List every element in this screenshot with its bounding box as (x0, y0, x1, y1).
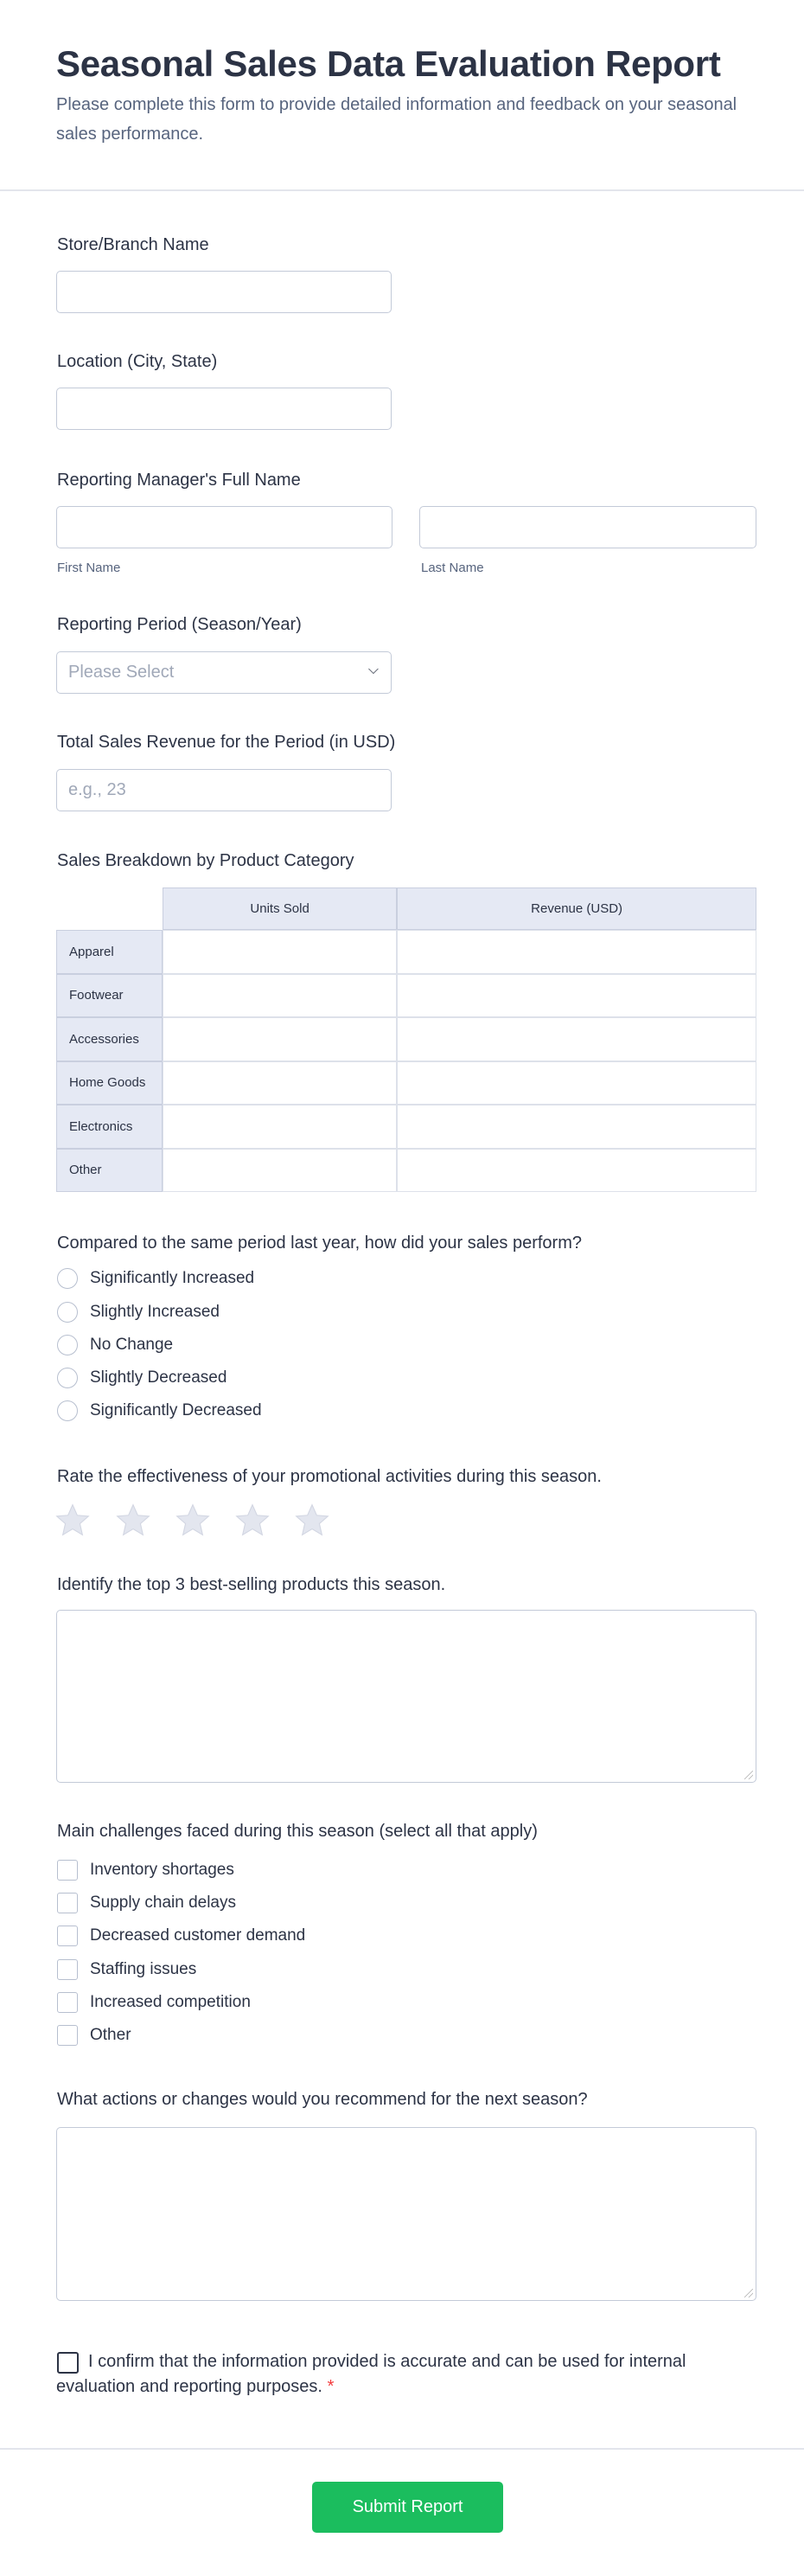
checkbox[interactable] (57, 2025, 78, 2046)
revenue-cell[interactable] (397, 1149, 756, 1193)
comparison-label: Compared to the same period last year, how did your sales perform? (57, 1234, 582, 1253)
units-cell[interactable] (163, 930, 397, 974)
checkbox-option[interactable] (57, 1992, 251, 2013)
page-title: Seasonal Sales Data Evaluation Report (56, 43, 721, 84)
rating-label: Rate the effectiveness of your promotional activities during this season. (57, 1467, 602, 1486)
table-row (56, 930, 756, 974)
radio-button[interactable] (57, 1302, 78, 1323)
table-row (56, 1061, 756, 1105)
checkbox-option[interactable] (57, 1959, 196, 1980)
column-header: Revenue (USD) (397, 888, 756, 930)
challenges-label: Main challenges faced during this season (select all that apply) (57, 1822, 538, 1841)
revenue-cell[interactable] (397, 930, 756, 974)
table-row (56, 1105, 756, 1149)
revenue-cell[interactable] (397, 974, 756, 1018)
row-header: Home Goods (56, 1061, 163, 1105)
option-label: Slightly Increased (90, 1303, 220, 1321)
option-label: Inventory shortages (90, 1861, 234, 1879)
star-icon[interactable] (233, 1502, 271, 1540)
checkbox-option[interactable] (57, 1926, 305, 1946)
first-name-sublabel: First Name (57, 561, 121, 575)
star-icon[interactable] (174, 1502, 212, 1540)
breakdown-label: Sales Breakdown by Product Category (57, 851, 354, 870)
radio-button[interactable] (57, 1400, 78, 1421)
chevron-down-icon: ⌵ (367, 663, 379, 677)
option-label: No Change (90, 1336, 174, 1354)
period-label: Reporting Period (Season/Year) (57, 615, 302, 634)
resize-handle-icon[interactable] (744, 1771, 753, 1779)
checkbox-option[interactable] (57, 1893, 236, 1913)
radio-option[interactable] (57, 1268, 254, 1289)
confirm-text: I confirm that the information provided is accurate and can be used for internal evaluation and reporting purposes. (56, 2352, 686, 2396)
units-cell[interactable] (163, 1017, 397, 1061)
store-label: Store/Branch Name (57, 235, 209, 254)
page-subtitle: Please complete this form to provide detailed information and feedback on your seasonal sales performance. (56, 95, 737, 144)
star-icon[interactable] (54, 1502, 92, 1540)
row-header: Other (56, 1149, 163, 1193)
revenue-input[interactable] (56, 769, 392, 811)
confirm-label (56, 2349, 713, 2400)
revenue-label: Total Sales Revenue for the Period (in USD) (57, 733, 396, 752)
option-label: Slightly Decreased (90, 1368, 227, 1387)
radio-option[interactable] (57, 1302, 220, 1323)
option-label: Significantly Decreased (90, 1401, 262, 1419)
units-cell[interactable] (163, 1105, 397, 1149)
period-select[interactable] (56, 651, 392, 694)
last-name-input[interactable] (419, 506, 756, 548)
checkbox[interactable] (57, 1860, 78, 1881)
revenue-cell[interactable] (397, 1061, 756, 1105)
top-products-label: Identify the top 3 best-selling products this season. (57, 1575, 446, 1594)
location-input[interactable] (56, 388, 392, 430)
table-row (56, 974, 756, 1018)
row-header: Footwear (56, 974, 163, 1018)
recommendations-label: What actions or changes would you recommend for the next season? (57, 2090, 588, 2109)
required-mark: * (327, 2377, 335, 2396)
period-placeholder: Please Select (68, 663, 175, 682)
radio-button[interactable] (57, 1335, 78, 1355)
option-label: Supply chain delays (90, 1894, 236, 1912)
checkbox-option[interactable] (57, 1860, 234, 1881)
checkbox[interactable] (57, 1959, 78, 1980)
header-divider (0, 189, 804, 191)
store-input[interactable] (56, 271, 392, 313)
checkbox[interactable] (57, 1926, 78, 1946)
radio-button[interactable] (57, 1268, 78, 1289)
option-label: Other (90, 2026, 131, 2044)
recommendations-textarea[interactable] (56, 2127, 756, 2301)
option-label: Staffing issues (90, 1960, 197, 1978)
corner-cell (56, 888, 163, 930)
star-icon[interactable] (114, 1502, 152, 1540)
radio-option[interactable] (57, 1400, 262, 1421)
checkbox[interactable] (57, 1893, 78, 1913)
revenue-placeholder: e.g., 23 (68, 780, 126, 799)
row-header: Electronics (56, 1105, 163, 1149)
radio-button[interactable] (57, 1368, 78, 1388)
first-name-input[interactable] (56, 506, 392, 548)
radio-option[interactable] (57, 1335, 173, 1355)
row-header: Accessories (56, 1017, 163, 1061)
column-header: Units Sold (163, 888, 397, 930)
radio-option[interactable] (57, 1368, 227, 1388)
resize-handle-icon[interactable] (744, 2289, 753, 2297)
revenue-cell[interactable] (397, 1017, 756, 1061)
option-label: Increased competition (90, 1993, 251, 2011)
option-label: Decreased customer demand (90, 1926, 306, 1945)
footer-divider (0, 2448, 804, 2450)
submit-button[interactable]: Submit Report (312, 2482, 503, 2533)
manager-label: Reporting Manager's Full Name (57, 471, 301, 490)
units-cell[interactable] (163, 1061, 397, 1105)
table-row (56, 1149, 756, 1193)
breakdown-table (56, 888, 756, 1192)
row-header: Apparel (56, 930, 163, 974)
location-label: Location (City, State) (57, 352, 218, 371)
option-label: Significantly Increased (90, 1269, 255, 1287)
last-name-sublabel: Last Name (421, 561, 484, 575)
revenue-cell[interactable] (397, 1105, 756, 1149)
star-icon[interactable] (293, 1502, 331, 1540)
units-cell[interactable] (163, 1149, 397, 1193)
units-cell[interactable] (163, 974, 397, 1018)
table-row (56, 1017, 756, 1061)
checkbox[interactable] (57, 1992, 78, 2013)
checkbox-option[interactable] (57, 2025, 131, 2046)
top-products-textarea[interactable] (56, 1610, 756, 1783)
